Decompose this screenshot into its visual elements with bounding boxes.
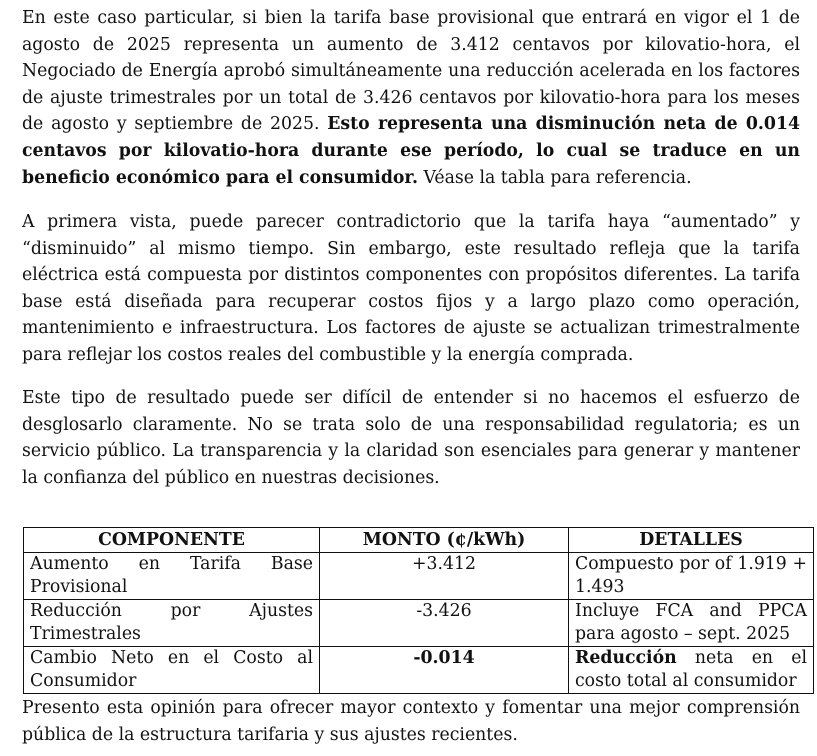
- header-details: DETALLES: [569, 528, 814, 553]
- cell-details-rest: neta en el costo total al consumidor: [575, 648, 807, 691]
- cell-details: Compuesto por of 1.919 + 1.493: [569, 553, 814, 600]
- cell-details: [569, 647, 814, 694]
- cell-amount: -3.426: [320, 600, 569, 647]
- paragraph-1-text: En este caso particular, si bien la tarifa base provisional que entrará en vigor el 1 de agosto de 2025 representa un aumento de 3.412 centavos por kilovatio-hora, el Negociado de Energía aprobó simultáneamente una reducción acelerada en los factores de ajuste trimestrales por un total de 3.426 centavos por kilovatio-hora para los meses de agosto y septiembre de 2025.: [22, 8, 800, 135]
- cell-amount: +3.412: [320, 553, 569, 600]
- paragraph-rate-explanation: [22, 5, 800, 191]
- table-row: [24, 553, 814, 600]
- paragraph-1-bold-text: Esto representa una disminución neta de 0.014 centavos por kilovatio-hora durante ese período, lo cual se traduce en un beneficio económico para el consumidor.: [22, 114, 800, 188]
- cell-component: Reducción por Ajustes Trimestrales: [24, 600, 320, 647]
- cell-details: Incluye FCA and PPCA para agosto – sept. 2025: [569, 600, 814, 647]
- paragraph-closing: Presento esta opinión para ofrecer mayor contexto y fomentar una mejor comprensión pública de la estructura tarifaria y sus ajustes recientes.: [22, 698, 800, 745]
- cell-component: Cambio Neto en el Costo al Consumidor: [24, 647, 320, 694]
- cell-amount: -0.014: [320, 647, 569, 694]
- header-amount: MONTO (¢/kWh): [320, 528, 569, 553]
- rate-components-table: [23, 527, 814, 694]
- header-component: COMPONENTE: [24, 528, 320, 553]
- cell-component: Aumento en Tarifa Base Provisional: [24, 553, 320, 600]
- table-row: [24, 647, 814, 694]
- paragraph-1-tail: Véase la tabla para referencia.: [417, 167, 692, 188]
- paragraph-contradiction: A primera vista, puede parecer contradictorio que la tarifa haya “aumentado” y “disminuido” al mismo tiempo. Sin embargo, este resultado refleja que la tarifa eléctrica está compuesta por distintos componentes con propósitos diferentes. La tarifa base está diseñada para recuperar costos fijos y a largo plazo como operación, mantenimiento e infraestructura. Los factores de ajuste se actualizan trimestralmente para reflejar los costos reales del combustible y la energía comprada.: [22, 212, 800, 365]
- table-header-row: [24, 528, 814, 553]
- paragraph-transparency: Este tipo de resultado puede ser difícil de entender si no hacemos el esfuerzo de desglosarlo claramente. No se trata solo de una responsabilidad regulatoria; es un servicio público. La transparencia y la claridad son esenciales para generar y mantener la confianza del público en nuestras decisiones.: [22, 388, 800, 488]
- cell-details-bold: Reducción: [575, 648, 677, 668]
- table-row: [24, 600, 814, 647]
